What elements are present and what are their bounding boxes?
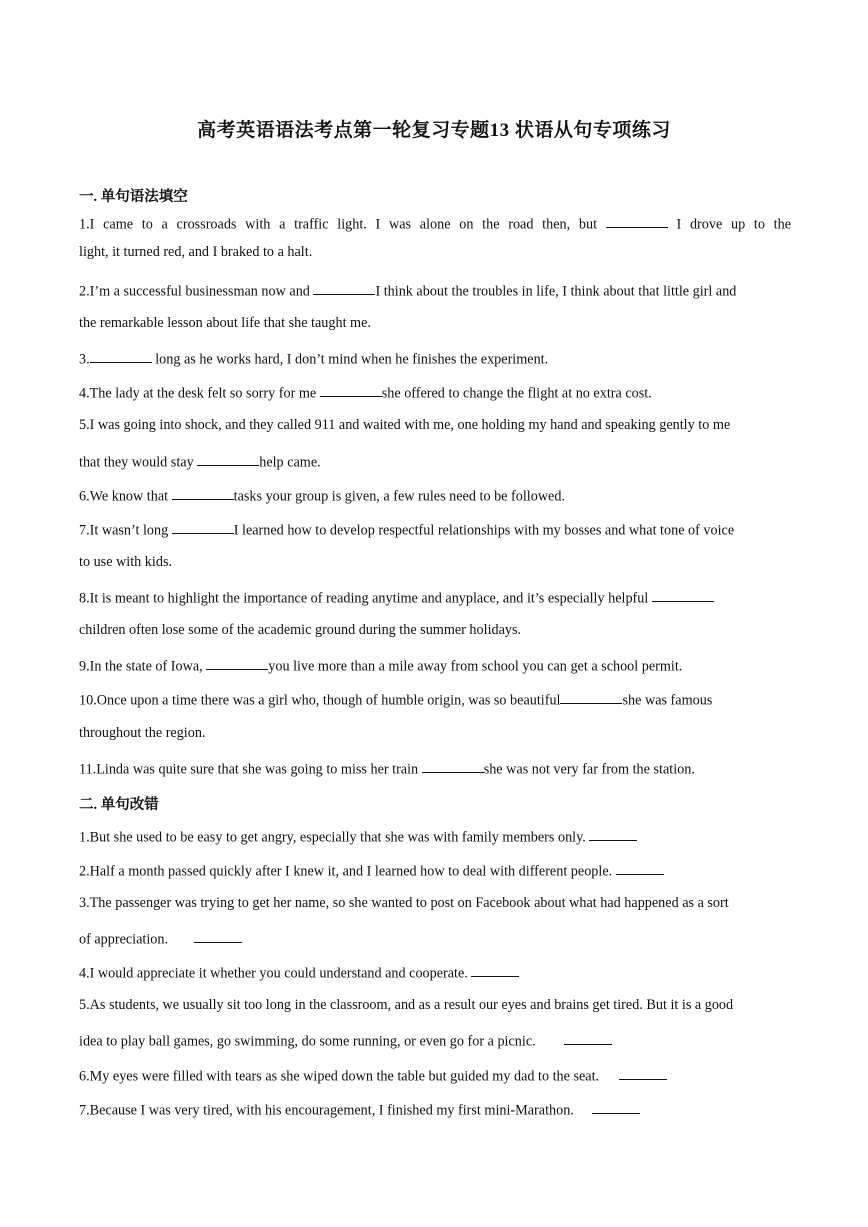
answer-blank[interactable] <box>90 349 152 363</box>
answer-blank[interactable] <box>616 861 664 875</box>
question-1-8-line1: 8.It is meant to highlight the importance of reading anytime and anyplace, and it’s especially helpful <box>79 588 714 607</box>
question-1-5-line1: 5.I was going into shock, and they called 911 and waited with me, one holding my hand and speaking gently to me <box>79 417 731 433</box>
question-text: she offered to change the flight at no extra cost. <box>381 385 652 402</box>
answer-blank[interactable] <box>320 383 382 397</box>
question-text: My eyes were filled with tears as she wiped down the table but guided my dad to the seat. <box>89 1068 600 1085</box>
question-2-2: 2.Half a month passed quickly after I knew it, and I learned how to deal with different people. <box>79 861 664 880</box>
question-number: 2 <box>79 863 87 880</box>
question-text: I think about the troubles in life, I think about that little girl and <box>375 283 737 300</box>
question-2-3-line1: 3.The passenger was trying to get her name, so she wanted to post on Facebook about what had happened as a sort <box>79 895 729 911</box>
question-1-3: 3. long as he works hard, I don’t mind when he finishes the experiment. <box>79 349 548 368</box>
answer-blank[interactable] <box>560 690 622 704</box>
question-2-6: 6.My eyes were filled with tears as she wiped down the table but guided my dad to the seat. <box>79 1066 667 1085</box>
question-number: 1 <box>79 829 87 846</box>
question-text: But she used to be easy to get angry, especially that she was with family members only. <box>89 829 586 846</box>
question-2-7: 7.Because I was very tired, with his encouragement, I finished my first mini-Marathon. <box>79 1100 640 1119</box>
question-text: of appreciation. <box>79 931 169 948</box>
question-text: I learned how to develop respectful relationships with my bosses and what tone of voice <box>233 522 735 539</box>
question-text: she was not very far from the station. <box>483 761 695 778</box>
question-number: 7 <box>79 1102 87 1119</box>
question-text: In the state of Iowa, <box>89 658 203 675</box>
question-2-4: 4.I would appreciate it whether you could understand and cooperate. <box>79 963 519 982</box>
question-number: 3 <box>79 351 87 368</box>
question-1-10-line2: throughout the region. <box>79 725 206 741</box>
question-1-4: 4.The lady at the desk felt so sorry for me she offered to change the flight at no extra cost. <box>79 383 652 402</box>
question-number: 9 <box>79 658 87 675</box>
question-1-9: 9.In the state of Iowa, you live more than a mile away from school you can get a school permit. <box>79 656 682 675</box>
question-1-1-line1: 1.I came to a crossroads with a traffic light. I was alone on the road then, but I drove up to the <box>79 214 791 233</box>
question-number: 5 <box>79 997 87 1013</box>
question-text: idea to play ball games, go swimming, do some running, or even go for a picnic. <box>79 1033 536 1050</box>
question-1-2-line1: 2.I’m a successful businessman now and I think about the troubles in life, I think about that little girl and <box>79 281 736 300</box>
question-2-3-line2 <box>79 929 242 948</box>
answer-blank[interactable] <box>313 281 375 295</box>
question-text: that they would stay <box>79 454 194 471</box>
question-number: 1 <box>79 216 87 233</box>
question-text: Once upon a time there was a girl who, though of humble origin, was so beautiful <box>96 692 561 709</box>
page-title: 高考英语语法考点第一轮复习专题13 状语从句专项练习 <box>197 120 671 141</box>
question-2-5-line1: 5.As students, we usually sit too long in the classroom, and as a result our eyes and brains get tired. But it is a good <box>79 997 734 1013</box>
answer-blank[interactable] <box>471 963 519 977</box>
question-text: tasks your group is given, a few rules need to be followed. <box>233 488 565 505</box>
question-1-7-line1: 7.It wasn’t long I learned how to develop respectful relationships with my bosses and what tone of voice <box>79 520 734 539</box>
question-text: Because I was very tired, with his encouragement, I finished my first mini-Marathon. <box>89 1102 574 1119</box>
question-text: Linda was quite sure that she was going to miss her train <box>96 761 419 778</box>
answer-blank[interactable] <box>197 452 259 466</box>
question-text: I came to a crossroads with a traffic light. I was alone on the road then, but <box>89 216 598 233</box>
question-number: 4 <box>79 965 87 982</box>
answer-blank[interactable] <box>592 1100 640 1114</box>
question-text: We know that <box>89 488 169 505</box>
answer-blank[interactable] <box>422 759 484 773</box>
question-number: 3 <box>79 895 87 911</box>
answer-blank[interactable] <box>206 656 268 670</box>
answer-blank[interactable] <box>619 1066 667 1080</box>
question-1-6: 6.We know that tasks your group is given, a few rules need to be followed. <box>79 486 565 505</box>
question-text: I was going into shock, and they called 911 and waited with me, one holding my hand and speaking gently to me <box>89 417 731 433</box>
question-1-10-line1: 10.Once upon a time there was a girl who, though of humble origin, was so beautiful she was famous <box>79 690 712 709</box>
question-number: 10 <box>79 692 94 709</box>
answer-blank[interactable] <box>194 929 242 943</box>
question-number: 8 <box>79 590 87 607</box>
answer-blank[interactable] <box>172 486 234 500</box>
question-text: she was famous <box>622 692 713 709</box>
question-2-1: 1.But she used to be easy to get angry, especially that she was with family members only. <box>79 827 637 846</box>
question-text: help came. <box>259 454 321 471</box>
question-text: you live more than a mile away from school you can get a school permit. <box>268 658 683 675</box>
question-text: The lady at the desk felt so sorry for me <box>89 385 317 402</box>
question-2-5-line2 <box>79 1031 612 1050</box>
answer-blank[interactable] <box>589 827 637 841</box>
question-number: 5 <box>79 417 87 433</box>
question-number: 6 <box>79 488 87 505</box>
question-number: 4 <box>79 385 87 402</box>
answer-blank[interactable] <box>564 1031 612 1045</box>
question-number: 7 <box>79 522 87 539</box>
question-text: I drove up to the <box>676 216 791 233</box>
question-text: I would appreciate it whether you could understand and cooperate. <box>89 965 468 982</box>
question-number: 6 <box>79 1068 87 1085</box>
question-1-11: 11.Linda was quite sure that she was going to miss her train she was not very far from the station. <box>79 759 695 778</box>
question-text: As students, we usually sit too long in the classroom, and as a result our eyes and brains get tired. But it is a good <box>89 997 734 1013</box>
question-text: long as he works hard, I don’t mind when he finishes the experiment. <box>155 351 549 368</box>
question-1-1-line2: light, it turned red, and I braked to a halt. <box>79 244 313 260</box>
question-text: I’m a successful businessman now and <box>89 283 310 300</box>
section-heading-fill-in: 一. 单句语法填空 <box>79 189 188 205</box>
question-text: The passenger was trying to get her name, so she wanted to post on Facebook about what had happened as a sort <box>89 895 729 911</box>
question-number: 11 <box>79 761 93 778</box>
question-1-5-line2 <box>79 452 321 471</box>
question-text: Half a month passed quickly after I knew it, and I learned how to deal with different people. <box>89 863 613 880</box>
answer-blank[interactable] <box>606 214 668 228</box>
question-1-2-line2: the remarkable lesson about life that she taught me. <box>79 315 371 331</box>
section-heading-error-correction: 二. 单句改错 <box>79 797 159 813</box>
answer-blank[interactable] <box>652 588 714 602</box>
question-1-7-line2: to use with kids. <box>79 554 173 570</box>
question-text: It is meant to highlight the importance of reading anytime and anyplace, and it’s especially helpful <box>89 590 649 607</box>
question-1-8-line2: children often lose some of the academic ground during the summer holidays. <box>79 622 522 638</box>
question-text: It wasn’t long <box>89 522 169 539</box>
question-number: 2 <box>79 283 87 300</box>
answer-blank[interactable] <box>172 520 234 534</box>
